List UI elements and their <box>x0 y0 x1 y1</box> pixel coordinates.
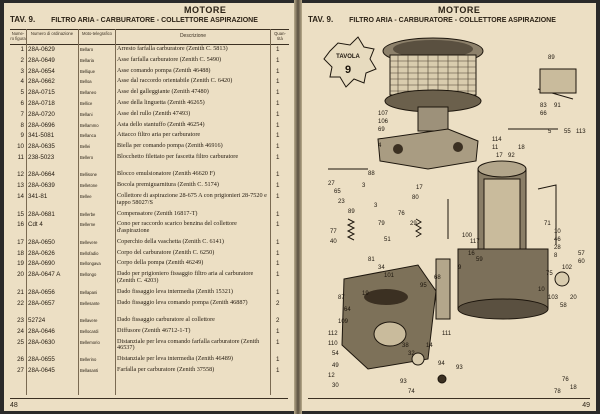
order-number: 28A-0656 <box>28 288 55 296</box>
quantity: 2 <box>276 299 280 307</box>
telegraphic-code: Bellaro <box>80 47 94 52</box>
running-head: MOTORE <box>184 5 227 15</box>
callout-label: 38 <box>402 343 409 349</box>
quantity: 1 <box>276 238 280 246</box>
parts-table <box>10 45 289 377</box>
table-row <box>10 210 289 221</box>
part-description: Dado fissaggio leva comando pompa (Zenith 46887) <box>117 298 248 306</box>
quantity: 1 <box>276 210 280 218</box>
figure-number: 19 <box>17 260 24 268</box>
order-number: 28A-0629 <box>28 46 55 53</box>
part-description: Asta dello stantuffo (Zenith 46254) <box>117 120 205 128</box>
callout-label: 46 <box>554 237 561 243</box>
table-row <box>10 56 289 67</box>
table-row <box>10 192 289 210</box>
part-description: Asse della linguetta (Zenith 46265) <box>117 98 205 106</box>
figure-number: 15 <box>17 210 24 218</box>
telegraphic-code: Bellasanti <box>80 367 99 373</box>
part-description: Compensatore (Zenith 16817-T) <box>117 209 198 217</box>
col-header-telegraphic: Moto-telegrafico <box>81 31 113 36</box>
col-header-quantity: Quan-tità <box>274 31 286 41</box>
plate-heading <box>308 15 590 25</box>
running-head: MOTORE <box>438 5 481 15</box>
order-number: 28A-0650 <box>28 238 55 246</box>
exploded-diagram <box>308 29 590 399</box>
part-description: Distanziale per leva comando farfalla carburatore (Zenith 46537) <box>117 337 260 352</box>
callout-label: 27 <box>328 181 335 187</box>
part-description: Cono per raccordo scarico benzina del collettore d'aspirazione <box>117 220 237 234</box>
callout-label: 30 <box>332 383 339 389</box>
figure-number: 8 <box>20 121 24 129</box>
callout-label: 89 <box>348 209 355 215</box>
callout-label: 112 <box>328 331 338 337</box>
telegraphic-code: Bellisone <box>80 172 97 178</box>
order-number: 341-5081 <box>28 132 55 140</box>
page-number-left: 48 <box>10 402 18 409</box>
callout-label: 79 <box>378 221 385 227</box>
callout-label: 5 <box>548 129 552 135</box>
callout-label: 34 <box>378 265 385 271</box>
callout-label: 17 <box>496 153 503 159</box>
quantity: 1 <box>276 67 280 75</box>
callout-label: 11 <box>492 145 499 151</box>
callout-label: 28 <box>554 245 561 251</box>
tavola-number: 9 <box>344 64 352 76</box>
figure-number: 3 <box>20 67 24 75</box>
table-row <box>10 299 289 317</box>
quantity: 1 <box>276 338 280 346</box>
part-description: Asse farfalla carburatore (Zenith C. 5490) <box>117 55 222 63</box>
callout-label: 32 <box>408 351 415 357</box>
callout-label: 54 <box>332 351 339 357</box>
tavola-badge <box>324 37 376 87</box>
table-heading <box>10 15 288 25</box>
callout-label: 65 <box>334 189 341 195</box>
callout-label: 66 <box>540 111 547 117</box>
telegraphic-code: Bellee <box>80 194 92 200</box>
telegraphic-code: Bellofadio <box>80 250 99 256</box>
table-row <box>10 366 289 377</box>
table-row <box>10 110 289 121</box>
callout-label: 23 <box>338 199 345 205</box>
figure-number: 24 <box>17 327 24 335</box>
order-number: 52724 <box>28 317 46 325</box>
book-gutter <box>294 0 302 414</box>
quantity: 1 <box>276 56 280 64</box>
callout-label: 10 <box>554 229 561 235</box>
table-row <box>10 170 289 181</box>
order-number: 28A-0657 <box>28 299 55 307</box>
callout-label: 91 <box>554 103 561 109</box>
order-number: 28A-0690 <box>28 260 55 268</box>
left-page <box>4 3 294 411</box>
figure-number: 25 <box>17 338 24 346</box>
figure-number: 16 <box>17 221 24 229</box>
callout-label: 93 <box>456 365 463 371</box>
callout-label: 55 <box>564 129 571 135</box>
order-number: 28A-0646 <box>28 327 55 335</box>
order-number: 28A-0654 <box>28 67 55 75</box>
air-filter-illustration <box>383 38 483 131</box>
part-description: Asse del rullo (Zenith 47493) <box>117 109 191 117</box>
order-number: 28A-0720 <box>28 110 55 118</box>
order-number: 28A-0647 A <box>28 271 61 279</box>
part-description: Biella per comando pompa (Zenith 46916) <box>117 142 223 150</box>
table-row <box>10 45 289 56</box>
table-row <box>10 270 289 288</box>
order-number: 238-5023 <box>28 153 55 161</box>
figure-number: 1 <box>20 46 24 53</box>
figure-number: 12 <box>17 171 24 179</box>
figure-number: 20 <box>17 271 24 279</box>
callout-label: 113 <box>576 129 586 135</box>
quantity: 2 <box>276 317 280 325</box>
table-row <box>10 249 289 260</box>
table-header <box>10 29 289 45</box>
order-number: 28A-0649 <box>28 56 55 64</box>
right-page <box>302 3 596 411</box>
callout-label: 68 <box>434 275 441 281</box>
telegraphic-code: Bellaneo <box>80 90 97 96</box>
callout-label: 111 <box>442 331 452 337</box>
table-row <box>10 99 289 110</box>
callout-label: 117 <box>470 239 480 245</box>
part-description: Asse dal raccordo orientabile (Zenith C. 6420) <box>117 77 233 85</box>
part-description: Coperchio della vaschetta (Zenith C. 6141) <box>117 237 224 245</box>
callout-label: 8 <box>554 253 558 259</box>
telegraphic-code: Bellani <box>80 111 93 117</box>
quantity: 1 <box>276 153 280 161</box>
callout-label: 75 <box>546 271 553 277</box>
figure-number: 13 <box>17 182 24 190</box>
callout-label: 40 <box>330 239 337 245</box>
quantity: 1 <box>276 271 280 279</box>
callout-label: 76 <box>398 211 405 217</box>
callout-label: 49 <box>332 363 339 369</box>
callout-label: 92 <box>508 153 515 159</box>
callout-label: 109 <box>338 319 349 325</box>
quantity: 1 <box>276 171 280 179</box>
order-number: 28A-0681 <box>28 210 55 218</box>
table-row <box>10 327 289 338</box>
callout-label: 71 <box>544 221 551 227</box>
float-bowl-illustration <box>342 265 436 369</box>
table-row <box>10 316 289 327</box>
telegraphic-code: Bellerne <box>80 222 96 228</box>
part-description: Distanziale per leva intermedia (Zenith 46489) <box>117 355 233 363</box>
callout-label: 9 <box>458 265 462 271</box>
order-number: 28A-0639 <box>28 182 55 190</box>
quantity: 1 <box>276 132 280 140</box>
quantity: 1 <box>276 221 280 229</box>
quantity: 1 <box>276 249 280 257</box>
quantity: 1 <box>276 327 280 335</box>
table-row <box>10 181 289 192</box>
callout-label: 58 <box>560 303 567 309</box>
part-description: Dado fissaggio carburatore al collettore <box>117 316 215 324</box>
callout-label: 4 <box>378 143 382 149</box>
quantity: 1 <box>276 121 280 129</box>
figure-number: 14 <box>17 193 24 201</box>
part-description: Diffusore (Zenith 46712-1-T) <box>117 326 191 334</box>
figure-number: 18 <box>17 249 24 257</box>
table-row <box>10 121 289 132</box>
quantity: 1 <box>276 89 280 97</box>
part-description: Asse del galleggiante (Zenith 47480) <box>117 88 209 96</box>
order-number: 28A-0715 <box>28 89 55 97</box>
part-description: Asse comando pompa (Zenith 46488) <box>117 66 211 74</box>
callout-label: 64 <box>344 307 351 313</box>
order-number: 28A-0655 <box>28 356 55 364</box>
table-row <box>10 88 289 99</box>
table-row <box>10 355 289 366</box>
callout-label: 20 <box>570 295 577 301</box>
figure-number: 26 <box>17 356 24 364</box>
telegraphic-code: Bellero <box>80 154 94 160</box>
callout-label: 110 <box>328 341 338 347</box>
quantity: 1 <box>276 193 280 201</box>
order-number: 28A-0635 <box>28 143 55 151</box>
callout-label: 87 <box>338 295 345 301</box>
order-number: 28A-0630 <box>28 338 55 346</box>
part-description: Corpo del carburatore (Zenith C. 6250) <box>117 248 215 256</box>
tavola-label: TAVOLA <box>336 54 360 60</box>
callout-label: 94 <box>438 361 445 367</box>
telegraphic-code: Bellevere <box>80 239 98 245</box>
callout-label: 12 <box>328 373 335 379</box>
callout-label: 95 <box>420 283 427 289</box>
telegraphic-code: Bellaria <box>80 57 94 63</box>
callout-label: 10 <box>538 287 545 293</box>
callout-label: 3 <box>362 183 366 189</box>
callout-label: 18 <box>518 145 525 151</box>
callout-label: 106 <box>378 119 389 125</box>
order-number: 28A-0645 <box>28 366 55 374</box>
order-number: 28A-0718 <box>28 99 55 107</box>
telegraphic-code: Bellanca <box>80 133 97 139</box>
callout-label: 100 <box>462 233 473 239</box>
plate-number: TAV. 9. <box>10 15 36 24</box>
table-row <box>10 338 289 356</box>
callout-label: 114 <box>492 137 502 143</box>
figure-number: 10 <box>17 143 24 151</box>
figure-number: 23 <box>17 317 24 325</box>
col-header-figure: Nume-ro figura <box>10 31 26 41</box>
callout-label: 29 <box>410 221 417 227</box>
part-description: Blocco emulsionatore (Zenith 46620 F) <box>117 170 215 178</box>
table-row <box>10 142 289 153</box>
telegraphic-code: Bellocardi <box>80 328 99 334</box>
figure-number: 21 <box>17 288 24 296</box>
footer-rule <box>308 398 590 399</box>
figure-number: 4 <box>20 78 24 86</box>
part-description: Attacco filtro aria per carburatore <box>117 131 201 139</box>
quantity: 1 <box>276 99 280 107</box>
callout-label: 76 <box>562 377 569 383</box>
figure-number: 2 <box>20 56 24 64</box>
figure-number: 5 <box>20 89 24 97</box>
figure-number: 22 <box>17 299 24 307</box>
part-description: Corpo della pompa (Zenith 46249) <box>117 259 204 267</box>
telegraphic-code: Belloa <box>80 79 92 85</box>
table-row <box>10 67 289 78</box>
telegraphic-code: Belletone <box>80 183 98 189</box>
table-row <box>10 238 289 249</box>
callout-label: 81 <box>368 257 375 263</box>
callout-label: 78 <box>554 389 561 395</box>
page-number-right: 49 <box>582 402 590 409</box>
callout-label: 102 <box>562 265 573 271</box>
callout-label: 88 <box>368 171 375 177</box>
part-description: Collettore di aspirazione 28-675 A con prigionieri 28-7520 e tappo 58027/S <box>117 192 267 206</box>
part-description: Blocchetto filettato per fascetta filtro carburatore <box>117 152 239 160</box>
telegraphic-code: Bellice <box>80 100 93 106</box>
callout-label: 51 <box>384 237 391 243</box>
table-row <box>10 220 289 238</box>
table-row <box>10 153 289 171</box>
callout-label: 69 <box>378 127 385 133</box>
callout-label: 59 <box>476 257 483 263</box>
section-title: FILTRO ARIA - CARBURATORE - COLLETTORE ASPIRAZIONE <box>349 17 556 24</box>
telegraphic-code: Bellique <box>80 68 95 74</box>
order-number: 28A-0696 <box>28 121 55 129</box>
part-description: Dado per prigioniero fissaggio filtro aria al carburatore (Zenith C. 4203) <box>117 270 254 284</box>
telegraphic-code: Bellavere <box>80 318 98 324</box>
quantity: 1 <box>276 356 280 364</box>
order-number: 28A-0662 <box>28 78 55 86</box>
figure-number: 7 <box>20 110 24 118</box>
table-row <box>10 259 289 270</box>
table-row <box>10 77 289 88</box>
callout-label: 89 <box>548 55 555 61</box>
telegraphic-code: Bellerino <box>80 357 97 363</box>
quantity: 1 <box>276 143 280 151</box>
quantity: 1 <box>276 182 280 190</box>
table-row <box>10 131 289 142</box>
part-description: Arresto farfalla carburatore (Zenith C. 5813) <box>117 45 228 52</box>
callout-label: 83 <box>540 103 547 109</box>
part-description: Farfalla per carburatore (Zenith 37558) <box>117 365 215 373</box>
callout-label: 17 <box>416 185 423 191</box>
telegraphic-code: Bellapani <box>80 289 98 295</box>
callout-label: 57 <box>578 251 585 257</box>
telegraphic-code: Bellongava <box>80 261 101 267</box>
figure-number: 11 <box>17 153 24 161</box>
order-number: 341-81 <box>28 193 48 201</box>
quantity: 1 <box>276 46 280 53</box>
section-title: FILTRO ARIA - CARBURATORE - COLLETTORE ASPIRAZIONE <box>51 17 258 24</box>
figure-number: 9 <box>20 132 24 140</box>
part-description: Bocola premiguarnitura (Zenith C. 5174) <box>117 181 219 189</box>
callout-label: 18 <box>570 385 577 391</box>
callout-label: 19 <box>362 291 369 297</box>
callout-label: 77 <box>330 229 337 235</box>
part-description: Dado fissaggio leva intermedia (Zenith 15321) <box>117 287 233 295</box>
callout-label: 101 <box>384 273 395 279</box>
callout-label: 103 <box>548 295 559 301</box>
plate-number: TAV. 9. <box>308 15 334 24</box>
callout-label: 74 <box>408 389 415 395</box>
order-number: 28A-0626 <box>28 249 55 257</box>
telegraphic-code: Bellemorio <box>80 339 100 345</box>
table-row <box>10 288 289 299</box>
callout-label: 107 <box>378 111 389 117</box>
callout-label: 60 <box>578 259 585 265</box>
figure-number: 6 <box>20 99 24 107</box>
telegraphic-code: Bellei <box>80 144 91 150</box>
quantity: 1 <box>276 366 280 374</box>
quantity: 1 <box>276 78 280 86</box>
col-header-order-number: Numero di ordinazione <box>30 31 74 36</box>
telegraphic-code: Bellammo <box>80 122 99 128</box>
order-number: Cdt 4 <box>28 221 43 229</box>
telegraphic-code: Bellesante <box>80 300 100 306</box>
callout-label: 80 <box>412 195 419 201</box>
callout-label: 93 <box>400 379 407 385</box>
figure-number: 17 <box>17 238 24 246</box>
footer-rule <box>10 398 288 399</box>
figure-number: 27 <box>17 366 24 374</box>
quantity: 1 <box>276 110 280 118</box>
telegraphic-code: Bellongo <box>80 272 97 278</box>
order-number: 28A-0664 <box>28 171 55 179</box>
callout-label: 3 <box>374 203 378 209</box>
callout-label: 16 <box>468 251 475 257</box>
callout-label: 14 <box>426 343 433 349</box>
quantity: 1 <box>276 288 280 296</box>
col-header-description: Descrizione <box>179 33 207 39</box>
telegraphic-code: Bellerbe <box>80 211 96 217</box>
quantity: 1 <box>276 260 280 268</box>
